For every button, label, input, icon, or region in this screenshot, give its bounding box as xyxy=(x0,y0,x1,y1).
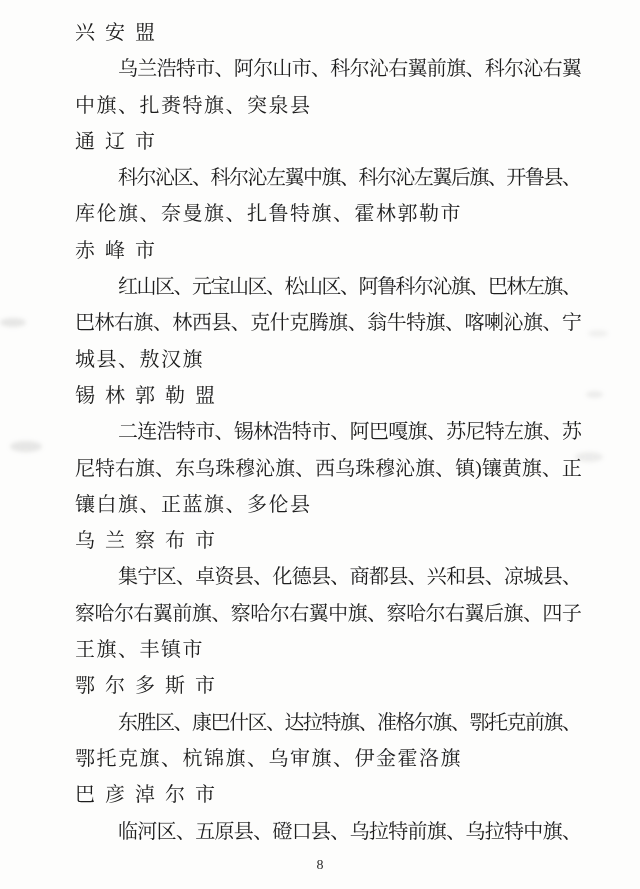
division-line: 临河区、五原县、磴口县、乌拉特前旗、乌拉特中旗、 xyxy=(118,820,580,843)
division-line: 察哈尔右翼前旗、察哈尔右翼中旗、察哈尔右翼后旗、四子 xyxy=(75,602,580,625)
page-number: 8 xyxy=(316,858,324,873)
scan-artifact xyxy=(586,391,603,398)
administrative-division-list xyxy=(75,15,580,850)
league-name: 乌兰察布市 xyxy=(75,530,225,553)
division-line: 库伦旗、奈曼旗、扎鲁特旗、霍林郭勒市 xyxy=(75,203,462,226)
league-name: 巴彦淖尔市 xyxy=(75,784,225,807)
scan-artifact xyxy=(0,318,26,327)
division-line: 东胜区、康巴什区、达拉特旗、准格尔旗、鄂托克前旗、 xyxy=(118,711,580,734)
division-line: 乌兰浩特市、阿尔山市、科尔沁右翼前旗、科尔沁右翼 xyxy=(118,58,580,81)
division-line: 集宁区、卓资县、化德县、商都县、兴和县、凉城县、 xyxy=(118,566,580,589)
division-line: 中旗、扎赉特旗、突泉县 xyxy=(75,94,312,117)
division-line: 尼特右旗、东乌珠穆沁旗、西乌珠穆沁旗、镇)镶黄旗、正 xyxy=(75,457,580,480)
division-line: 城县、敖汉旗 xyxy=(75,348,204,371)
scan-artifact xyxy=(588,330,608,337)
division-line: 王旗、丰镇市 xyxy=(75,639,204,662)
division-line: 红山区、元宝山区、松山区、阿鲁科尔沁旗、巴林左旗、 xyxy=(118,276,580,299)
league-name: 鄂尔多斯市 xyxy=(75,675,225,698)
league-name: 兴安盟 xyxy=(75,22,165,44)
division-line: 镶白旗、正蓝旗、多伦县 xyxy=(75,493,312,516)
division-line: 科尔沁区、科尔沁左翼中旗、科尔沁左翼后旗、开鲁县、 xyxy=(118,167,580,190)
division-line: 鄂托克旗、杭锦旗、乌审旗、伊金霍洛旗 xyxy=(75,747,462,770)
scan-artifact xyxy=(10,441,42,452)
division-line: 二连浩特市、锡林浩特市、阿巴嘎旗、苏尼特左旗、苏 xyxy=(118,421,580,444)
league-name: 赤峰市 xyxy=(75,239,165,262)
league-name: 锡林郭勒盟 xyxy=(75,384,225,407)
league-name: 通辽市 xyxy=(75,130,165,153)
division-line: 巴林右旗、林西县、克什克腾旗、翁牛特旗、喀喇沁旗、宁 xyxy=(75,312,580,335)
